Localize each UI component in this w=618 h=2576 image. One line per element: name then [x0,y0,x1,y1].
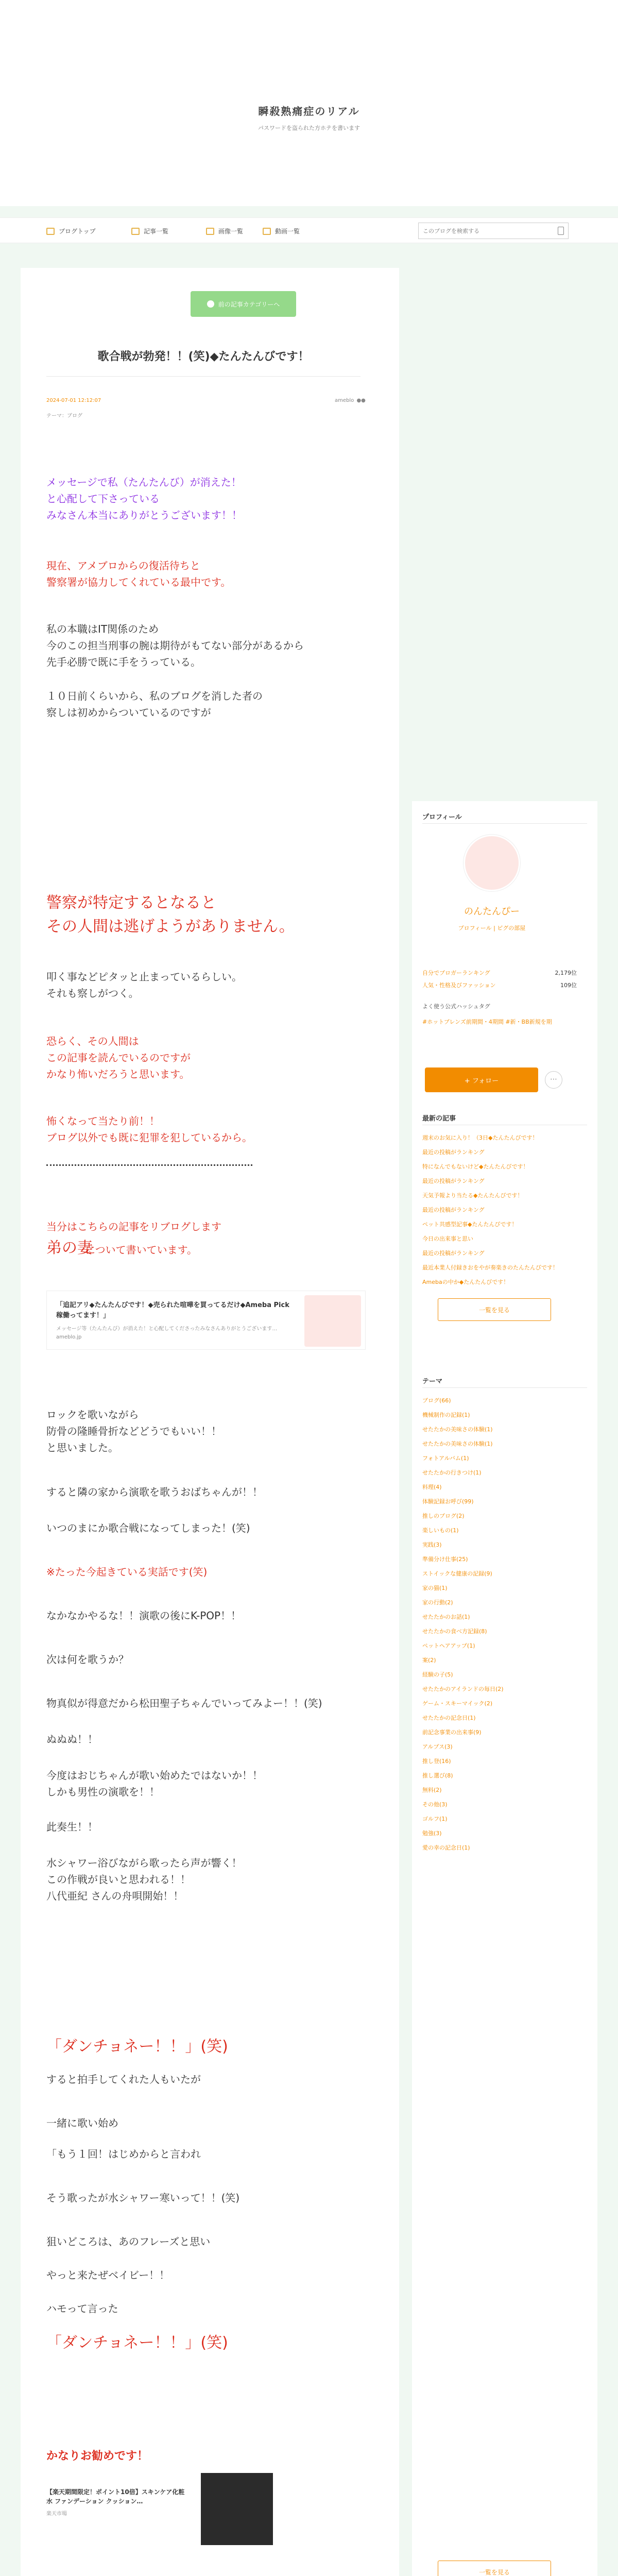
product-image[interactable] [201,2473,273,2545]
product-title[interactable]: 【楽天期間限定！ポイント10倍】スキンケア化粧水 ファンデーション クッション… [46,2488,185,2505]
theme-item[interactable]: 家の行動(2) [422,1599,453,1606]
post-title: 歌合戦が勃発！！(笑)◆たんたんびです！ [46,348,360,377]
body-text: 現在、アメブロからの復活待ちと [46,560,200,572]
nav-entry-list[interactable] [131,227,168,235]
recent-item[interactable]: 天気予報より当たる◆たんたんびです！ [422,1192,523,1199]
body-heading: 警察が特定するとなると [46,894,216,912]
body-text: 先手必勝で既に手をうっている。 [46,656,201,668]
body-text: 当分はこちらの記事をリブログします [46,1221,221,1233]
recent-list [422,1131,587,1290]
global-nav [0,217,618,243]
theme-item[interactable]: 愛の幸の記念日(1) [422,1844,470,1851]
body-text: ハモって言った [46,2302,118,2315]
theme-item[interactable]: 機械制作の記録(1) [422,1412,470,1418]
reblog-title: 「追記アリ◆たんたんびです！◆売られた喧嘩を買ってるだけ◆Ameba Pick 稼働ってます！」 [56,1301,296,1319]
body-text: と思いました。 [46,1442,118,1454]
body-text: 物真似が得意だから松田聖子ちゃんでいってみよー！！(笑) [46,1697,322,1709]
post-date: 2024-07-01 12:12:07 [46,398,101,403]
nav-blog-top[interactable] [46,227,96,235]
theme-title: テーマ [422,1378,443,1385]
recent-item[interactable]: Amebaの中か◆たんたんびです！ [422,1279,509,1285]
theme-item[interactable]: ゴルフ(1) [422,1816,448,1822]
site-description: パスワードを盗られた方ホテを書います [258,125,360,131]
divider-dotted [46,1164,252,1166]
body-text: みなさん本当にありがとうございます！！ [46,509,242,521]
theme-item[interactable]: 案(2) [422,1657,436,1664]
body-text: 一緒に歌い始め [46,2117,118,2129]
profile-name[interactable]: のんたんぴー [464,906,520,917]
recent-see-all-button[interactable]: 一覧を見る [438,1298,551,1321]
body-text: いつのまにか歌合戦になってしまった！(笑) [46,1522,250,1534]
nav-label: 記事一覧 [144,228,169,235]
body-text: 叩く事などピタッと止まっているらしい。 [46,971,242,983]
theme-item[interactable]: せたたかのお話(1) [422,1614,470,1620]
body-text: ブログ以外でも既に犯罪を犯しているから。 [46,1131,252,1144]
ranking-value: 109位 [560,982,577,989]
recommend-title: かなりお勧めです！ [46,2450,149,2463]
nav-label: ブログトップ [59,228,96,235]
divider [422,823,587,824]
body-text: 狙いどころは、あのフレーズと思い [46,2235,211,2248]
image-icon [206,228,214,235]
theme-item[interactable]: せたたかの行きつけ(1) [422,1469,482,1476]
body-text: すると拍手してくれた人もいたが [46,2073,201,2086]
theme-item[interactable]: ストイックな健康の記録(9) [422,1570,492,1577]
search-input[interactable] [419,223,547,239]
more-options-icon[interactable]: ⋯ [545,1071,562,1089]
tag-icon [207,300,214,308]
site-title[interactable]: 瞬殺熟痛症のリアル [258,105,360,117]
body-heading: 「ダンチョネー！！」(笑) [46,2334,228,2352]
body-text: 此奏生！！ [46,1821,98,1833]
theme-item[interactable]: せたたかの食べ方記録(8) [422,1628,487,1635]
body-text: それも察しがつく。 [46,987,139,999]
nav-video-list[interactable] [263,227,300,235]
ranking-row[interactable] [422,969,577,977]
body-text: ※たった今起きている実話です(笑) [46,1566,208,1578]
theme-item[interactable]: フォトアルバム(1) [422,1455,469,1462]
body-text: ロックを歌いながら [46,1409,139,1421]
ranking-label: 人気・性格及びファッション [422,982,496,989]
recent-item[interactable]: 今日の出来事と思い [422,1235,473,1242]
recent-item[interactable]: 最近の投稿がランキング [422,1178,485,1184]
recent-item[interactable]: ペット共感型記事◆たんたんびです！ [422,1221,518,1228]
body-text: 水シャワー浴びながら歌ったら声が響く！ [46,1857,242,1869]
theme-item[interactable]: 経験の子(5) [422,1671,453,1678]
post-theme[interactable]: テーマ：ブログ [46,413,82,419]
theme-item[interactable]: 実践(3) [422,1541,442,1548]
theme-item[interactable]: 勉強(3) [422,1830,442,1837]
category-tag[interactable] [191,291,296,317]
body-heading: 「ダンチョネー！！」(笑) [46,2038,228,2056]
theme-item[interactable]: 前記念事業の出来事(9) [422,1729,482,1736]
body-text: そう歌ったが水シャワー寒いって！！(笑) [46,2192,240,2204]
theme-item[interactable]: 推し登(16) [422,1758,451,1765]
theme-item[interactable]: 家の猫(1) [422,1585,448,1591]
body-text: 次は何を歌うか？ [46,1653,129,1666]
theme-see-all-button[interactable]: 一覧を見る [438,2561,551,2576]
theme-item[interactable]: 推し選び(8) [422,1772,453,1779]
body-text: 警察署が協力してくれている最中です。 [46,576,231,588]
video-icon [263,228,271,235]
theme-item[interactable]: ゲーム・スキーマイック(2) [422,1700,493,1707]
category-label: 前の記事カテゴリーへ [218,300,280,308]
body-text: 私の本職はIT関係のため [46,623,159,635]
nav-image-list[interactable] [206,227,243,235]
body-text: やっと来たぜベイビー！！ [46,2269,170,2281]
nav-label: 動画一覧 [275,228,300,235]
theme-item[interactable]: 料理(4) [422,1484,442,1490]
body-text: 「もう１回！はじめからと言われ [46,2148,201,2160]
theme-item[interactable]: せたたかのアイランドの毎日(2) [422,1686,504,1692]
theme-item[interactable]: せたたかの美味さの体験(1) [422,1440,493,1447]
body-text: メッセージで私（たんたんび）が消えた！ [46,476,242,488]
list-icon [131,228,140,235]
theme-item[interactable]: せたたかの美味さの体験(1) [422,1426,493,1433]
theme-item[interactable]: その他(3) [422,1801,448,1808]
reblog-domain: ameblo.jp [56,1334,82,1340]
recent-item[interactable]: 最近の投稿がランキング [422,1207,485,1213]
home-icon [46,228,55,235]
recent-item[interactable]: 特になんでもないけど◆たんたんびです！ [422,1163,529,1170]
profile-title: プロフィール [422,814,462,821]
theme-item[interactable]: せたたかの記念日(1) [422,1715,476,1721]
body-text: すると隣の家から演歌を歌うおばちゃんが！！ [46,1486,263,1498]
recent-item[interactable]: 最近本業人付録きおをやが奏楽きのたんたんびです！ [422,1264,558,1271]
recent-item[interactable]: 週末のお気に入り！（3日◆たんたんびです！ [422,1134,538,1141]
theme-item[interactable]: ブログ(66) [422,1397,451,1404]
theme-item[interactable]: 推しのブログ(2) [422,1513,465,1519]
avatar[interactable] [464,835,520,891]
body-text: １０日前くらいから、私のブログを消した者の [46,690,263,702]
body-text: と心配して下さっている [46,493,160,505]
product-card[interactable] [46,2473,273,2548]
search-box[interactable] [418,223,569,239]
body-text: 防骨の隆睡骨折などどうでもいい！！ [46,1425,221,1437]
recent-title: 最新の記事 [422,1115,456,1123]
theme-item[interactable]: 楽しいもの(1) [422,1527,459,1534]
body-text: 察しは初めからついているのですが [46,706,211,719]
theme-item[interactable]: 無料(2) [422,1787,442,1793]
body-text: 八代亜紀 さんの舟唄開始！！ [46,1890,184,1902]
reblog-desc: メッセージ等（たんたんび）が消えた！と心配してくださったみなさんありがとうございます… [56,1326,278,1332]
body-text: について書いています。 [85,1244,197,1256]
divider [422,1387,587,1388]
theme-list [422,1394,587,1855]
body-heading: 弟の妻 [46,1239,93,1257]
site-header [0,0,618,206]
body-text: なかなかやるな！！演歌の後にK-POP！！ [46,1609,242,1622]
reblog-thumbnail [304,1295,361,1347]
theme-item[interactable]: 体験記録お呼び(99) [422,1498,474,1505]
reblog-card[interactable] [46,1291,366,1350]
body-text: ぬぬぬ！！ [46,1733,98,1745]
post-edit[interactable]: ameblo ●● [335,398,366,403]
body-text: この作戦が良いと思われる！！ [46,1873,191,1886]
theme-item[interactable]: アルプス(3) [422,1743,453,1750]
body-text: しかも男性の演歌を！！ [46,1786,160,1798]
follow-button[interactable]: + フォロー [425,1067,538,1092]
hashtag-list[interactable]: #ホットブレンズ前期間・4期間 #新・BB新規を期 [422,1019,552,1025]
product-shop: 楽天市場 [46,2511,67,2517]
body-text: 今度はおじちゃんが歌い始めたではないか！！ [46,1769,263,1782]
body-text: 怖くなって当たり前！！ [46,1115,160,1127]
body-text: かなり怖いだろうと思います。 [46,1068,190,1080]
ranking-value: 2,179位 [555,970,577,976]
body-text: この記事を読んでいるのですが [46,1052,191,1064]
ranking-row[interactable] [422,981,577,989]
body-text: 恐らく、その人間は [46,1035,139,1047]
theme-item[interactable]: 準備分け仕事(25) [422,1556,468,1563]
theme-item[interactable]: ペットヘアアップ(1) [422,1642,475,1649]
profile-links[interactable]: プロフィール | ピグの部屋 [458,925,526,931]
nav-label: 画像一覧 [218,228,244,235]
search-icon[interactable] [558,227,564,235]
recent-item[interactable]: 最近の投稿がランキング [422,1250,485,1257]
body-heading: その人間は逃げようがありません。 [46,918,295,936]
ranking-label: 自分でブロガーランキング [422,970,490,976]
hashtag-title: よく使う公式ハッシュタグ [422,1003,490,1010]
body-text: 今のこの担当刑事の腕は期待がもてない部分があるから [46,639,304,652]
recent-item[interactable]: 最近の投稿がランキング [422,1149,485,1156]
